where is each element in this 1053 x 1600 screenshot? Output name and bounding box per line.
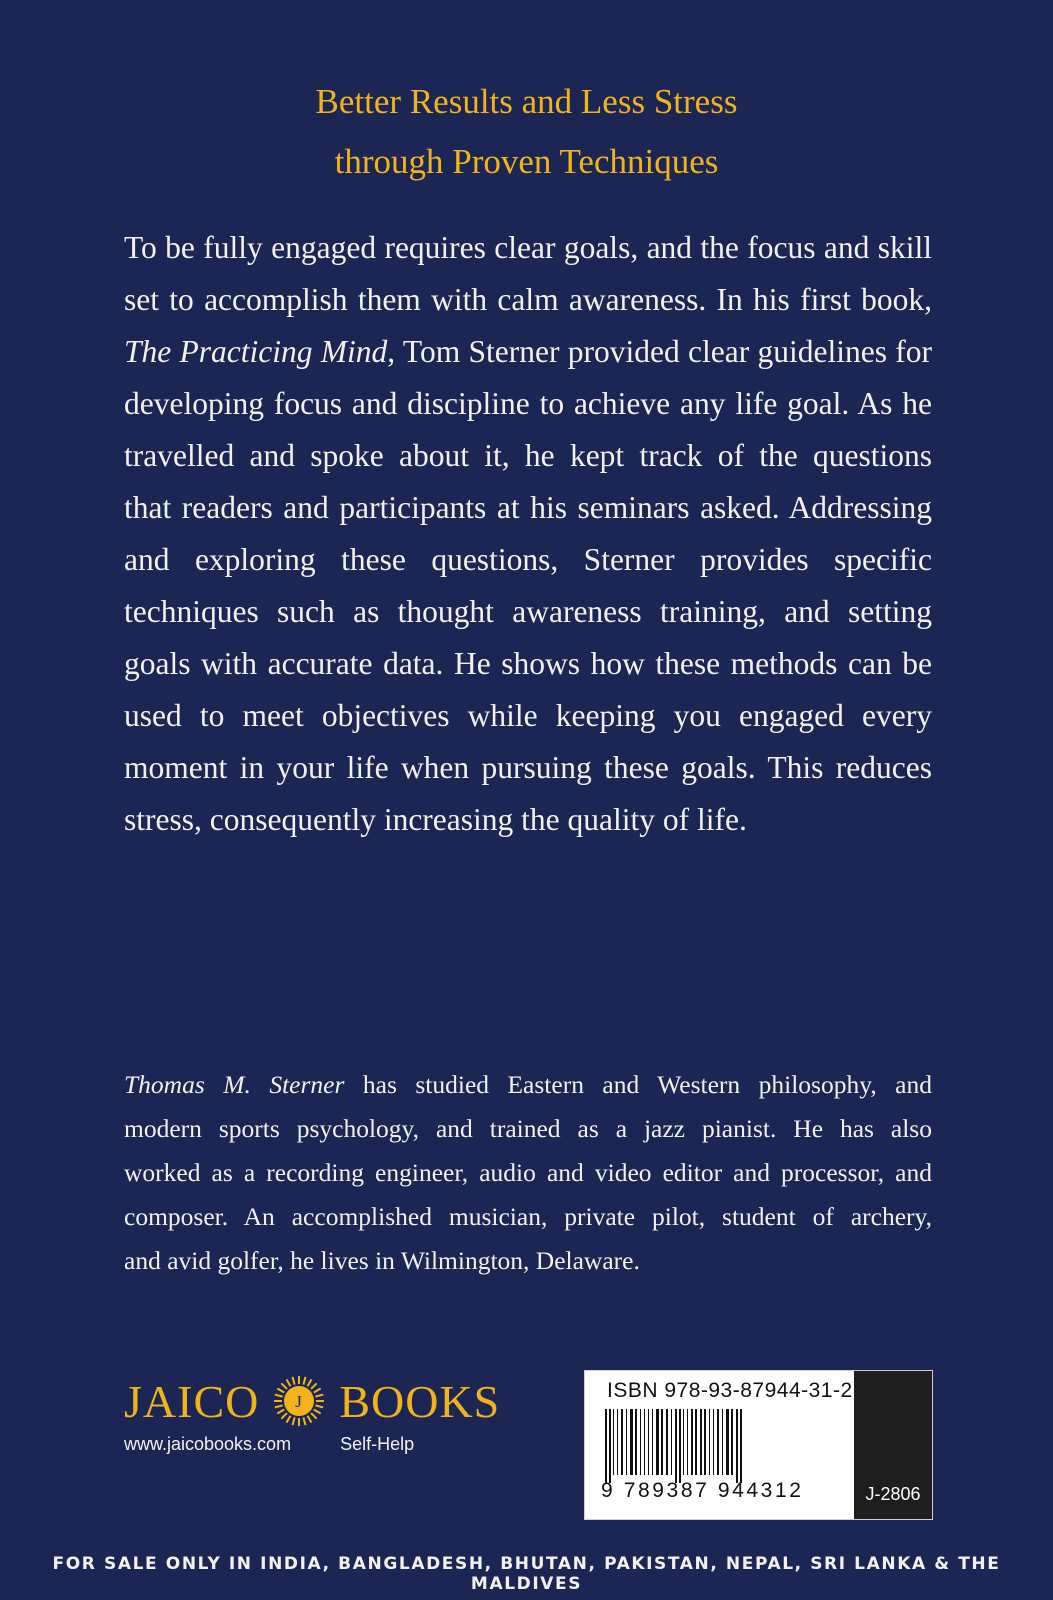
- blurb-line: that readers and participants at his seminars asked. Addressing: [124, 490, 932, 525]
- author-name: Thomas M. Sterner: [124, 1070, 345, 1099]
- blurb-line: To be fully engaged requires clear goals, and the focus and skill: [124, 230, 932, 265]
- isbn-barcode-box: [584, 1370, 933, 1520]
- blurb-line: travelled and spoke about it, he kept track of the questions: [124, 438, 932, 473]
- publisher-name-right: BOOKS: [339, 1375, 501, 1427]
- blurb-line: moment in your life when pursuing these goals. This reduces: [124, 750, 932, 785]
- bio-line: and avid golfer, he lives in Wilmington, Delaware.: [124, 1246, 640, 1275]
- cover-heading: [0, 72, 1053, 192]
- price-code-panel: [854, 1371, 932, 1519]
- author-bio: [124, 1063, 932, 1283]
- blurb-line: used to meet objectives while keeping you engaged every: [124, 698, 932, 733]
- blurb-line: developing focus and discipline to achieve any life goal. As he: [124, 386, 932, 421]
- bio-line: Thomas M. Sterner has studied Eastern and Western philosophy, and: [124, 1070, 932, 1099]
- blurb-line: goals with accurate data. He shows how these methods can be: [124, 646, 932, 681]
- product-code: J-2806: [865, 1484, 921, 1504]
- blurb-line: techniques such as thought awareness training, and setting: [124, 594, 932, 629]
- svg-text:J: J: [295, 1392, 304, 1411]
- blurb-line: and exploring these questions, Sterner provides specific: [124, 542, 932, 577]
- book-title-italic: The Practicing Mind: [124, 334, 388, 369]
- blurb-line: stress, consequently increasing the quality of life.: [124, 802, 747, 837]
- bio-line: composer. An accomplished musician, private pilot, student of archery,: [124, 1202, 932, 1231]
- publisher-info: [124, 1434, 414, 1455]
- sale-restriction-footer: FOR SALE ONLY IN INDIA, BANGLADESH, BHUTAN, PAKISTAN, NEPAL, SRI LANKA & THE MALDIVES: [52, 1554, 1001, 1594]
- bio-line: modern sports psychology, and trained as a jazz pianist. He has also: [124, 1114, 932, 1143]
- blurb-line: set to accomplish them with calm awareness. In his first book,: [124, 282, 932, 317]
- book-category: Self-Help: [340, 1434, 415, 1454]
- blurb-line-with-title: The Practicing Mind, Tom Sterner provided clear guidelines for: [124, 334, 932, 369]
- bio-line: worked as a recording engineer, audio and video editor and processor, and: [124, 1158, 932, 1187]
- barcode-icon: [601, 1409, 841, 1483]
- book-blurb: [124, 222, 932, 846]
- isbn-digits: 9 789387 944312: [601, 1479, 804, 1502]
- heading-line-2: through Proven Techniques: [334, 142, 719, 181]
- isbn-label: ISBN 978-93-87944-31-2: [607, 1379, 853, 1402]
- publisher-name-left: JAICO: [124, 1375, 260, 1427]
- heading-line-1: Better Results and Less Stress: [315, 82, 738, 121]
- publisher-website: www.jaicobooks.com: [124, 1434, 292, 1454]
- publisher-logo: [124, 1370, 500, 1432]
- sun-logo-icon: [273, 1375, 325, 1427]
